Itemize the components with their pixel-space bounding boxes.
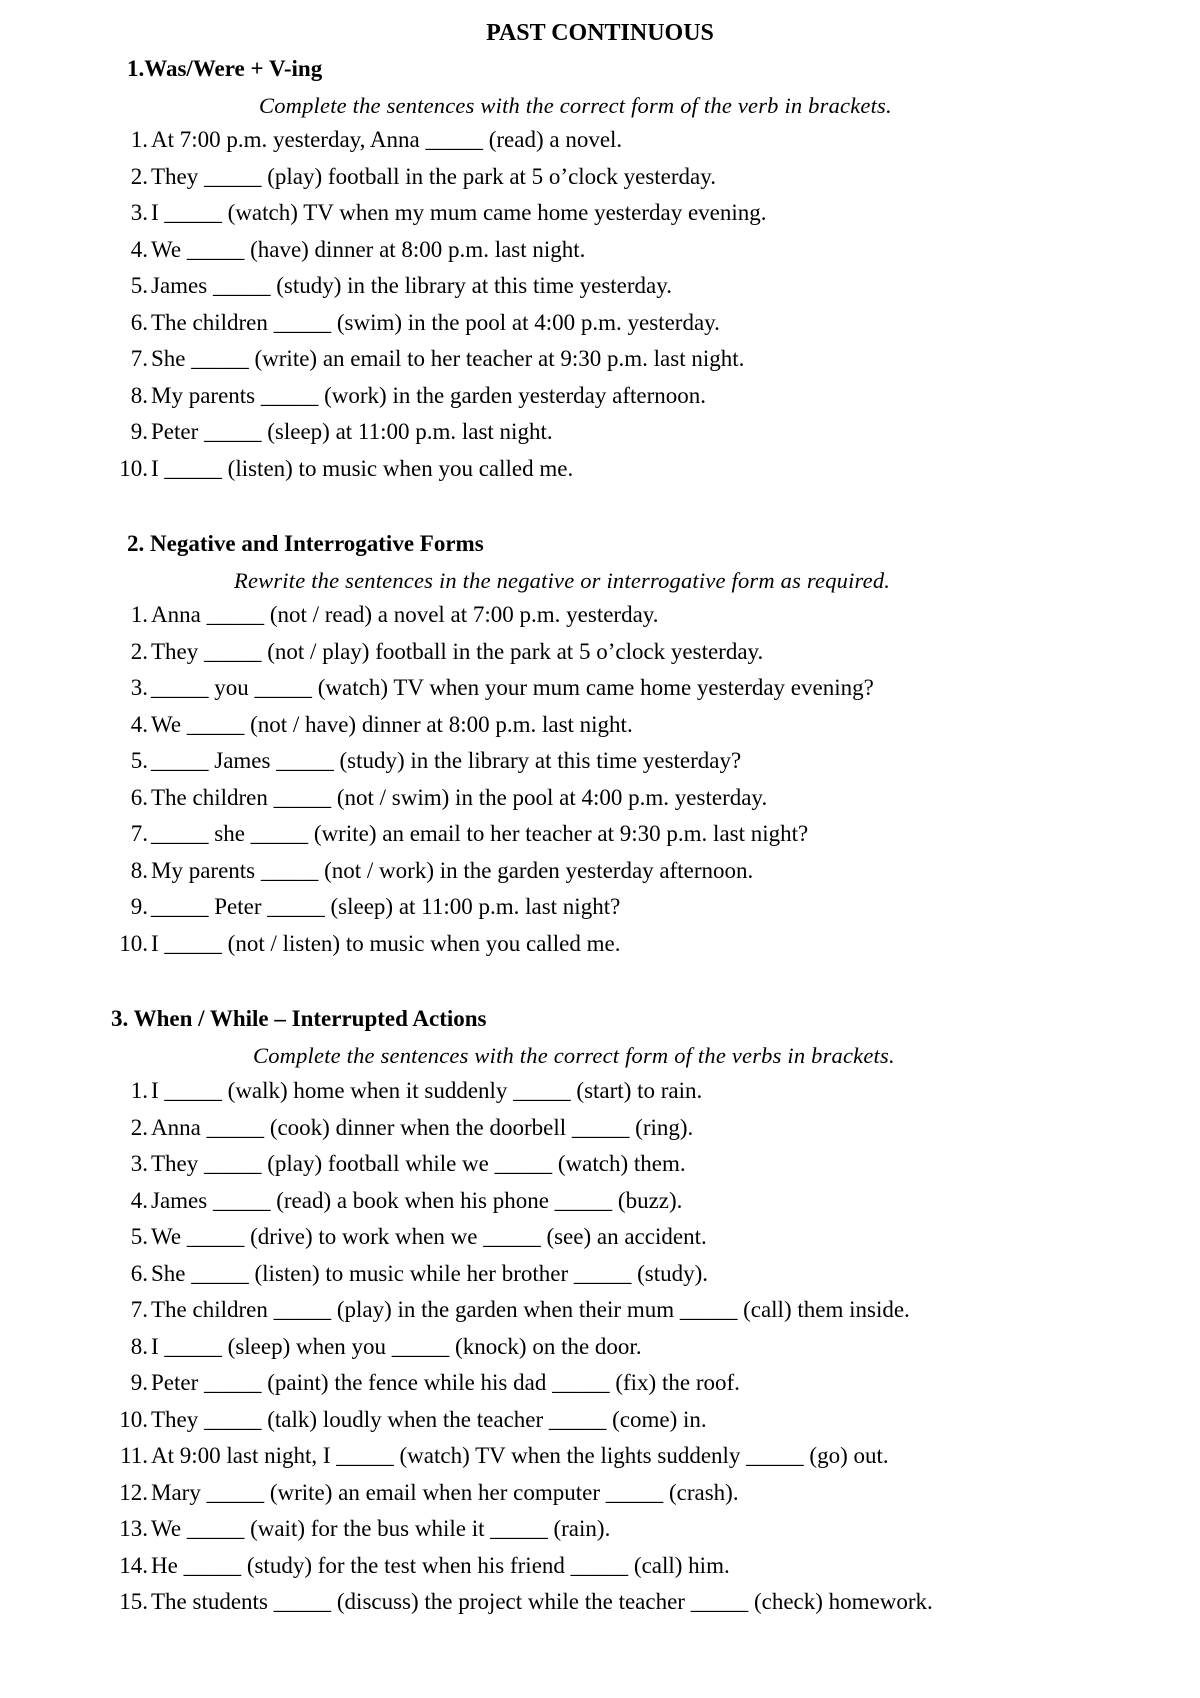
item-text: The children _____ (not / swim) in the pool at 4:00 p.m. yesterday. xyxy=(151,784,768,810)
exercise-item xyxy=(0,1113,1200,1150)
item-text: At 7:00 p.m. yesterday, Anna _____ (read) a novel. xyxy=(151,127,623,152)
item-number: 6. xyxy=(130,1260,148,1286)
exercise-item xyxy=(0,308,1200,345)
exercise-item xyxy=(0,162,1200,199)
item-text: I _____ (sleep) when you _____ (knock) on the door. xyxy=(151,1333,642,1359)
item-number: 5. xyxy=(130,748,148,773)
exercise-item xyxy=(0,1514,1200,1551)
item-text: Peter _____ (paint) the fence while his dad _____ (fix) the roof. xyxy=(151,1370,740,1395)
exercise-item xyxy=(0,710,1200,747)
exercise-item xyxy=(0,198,1200,235)
item-text: Mary _____ (write) an email when her computer _____ (crash). xyxy=(151,1479,739,1505)
item-number: 3. xyxy=(130,675,148,700)
exercise-list xyxy=(0,125,1200,490)
item-text: Anna _____ (cook) dinner when the doorbell _____ (ring). xyxy=(151,1114,694,1140)
item-text: I _____ (not / listen) to music when you called me. xyxy=(151,930,621,956)
item-number: 5. xyxy=(130,273,148,298)
exercise-item xyxy=(0,746,1200,783)
item-number: 8. xyxy=(130,382,148,408)
item-number: 14. xyxy=(119,1552,148,1578)
item-number: 1. xyxy=(130,1078,148,1103)
section-heading: 2. Negative and Interrogative Forms xyxy=(127,531,484,556)
item-number: 1. xyxy=(130,127,148,152)
item-number: 4. xyxy=(130,711,148,737)
item-number: 2. xyxy=(130,638,148,664)
item-text: Anna _____ (not / read) a novel at 7:00 p.m. yesterday. xyxy=(151,602,659,627)
item-number: 1. xyxy=(130,602,148,627)
item-text: She _____ (write) an email to her teacher at 9:30 p.m. last night. xyxy=(151,346,745,371)
section-heading: 1.Was/Were + V-ing xyxy=(127,56,323,81)
item-text: We _____ (have) dinner at 8:00 p.m. last night. xyxy=(151,236,586,262)
exercise-item xyxy=(0,783,1200,820)
item-number: 6. xyxy=(130,784,148,810)
item-number: 9. xyxy=(130,419,148,444)
item-text: The children _____ (swim) in the pool at 4:00 p.m. yesterday. xyxy=(151,309,720,335)
exercise-item xyxy=(0,600,1200,637)
exercise-item xyxy=(0,1149,1200,1186)
exercise-item xyxy=(0,1551,1200,1588)
item-text: Peter _____ (sleep) at 11:00 p.m. last night. xyxy=(151,419,553,444)
item-text: We _____ (wait) for the bus while it _____ (rain). xyxy=(151,1516,611,1541)
exercise-list xyxy=(0,1076,1200,1624)
item-number: 7. xyxy=(130,821,148,846)
item-number: 2. xyxy=(130,163,148,189)
item-text: They _____ (play) football in the park at 5 o’clock yesterday. xyxy=(151,163,717,189)
exercise-item xyxy=(0,454,1200,491)
exercise-item xyxy=(0,1478,1200,1515)
item-text: They _____ (talk) loudly when the teacher _____ (come) in. xyxy=(151,1406,707,1432)
exercise-item xyxy=(0,235,1200,272)
item-number: 9. xyxy=(130,1370,148,1395)
item-text: We _____ (not / have) dinner at 8:00 p.m. last night. xyxy=(151,711,633,737)
item-text: My parents _____ (work) in the garden yesterday afternoon. xyxy=(151,382,707,408)
item-text: _____ Peter _____ (sleep) at 11:00 p.m. last night? xyxy=(151,894,621,919)
item-number: 7. xyxy=(130,1297,148,1322)
item-number: 6. xyxy=(130,309,148,335)
exercise-item xyxy=(0,1368,1200,1405)
item-number: 11. xyxy=(120,1443,148,1468)
item-text: I _____ (watch) TV when my mum came home yesterday evening. xyxy=(151,200,767,225)
item-number: 10. xyxy=(119,455,148,481)
exercise-item xyxy=(0,1222,1200,1259)
item-text: _____ she _____ (write) an email to her teacher at 9:30 p.m. last night? xyxy=(151,821,809,846)
item-number: 13. xyxy=(119,1516,148,1541)
exercise-item xyxy=(0,1186,1200,1223)
section-instruction: Rewrite the sentences in the negative or interrogative form as required. xyxy=(234,568,891,593)
item-text: _____ James _____ (study) in the library at this time yesterday? xyxy=(151,748,742,773)
item-text: James _____ (study) in the library at this time yesterday. xyxy=(151,273,673,298)
item-text: The students _____ (discuss) the project while the teacher _____ (check) homework. xyxy=(151,1589,933,1614)
exercise-item xyxy=(0,1259,1200,1296)
exercise-item xyxy=(0,1295,1200,1332)
exercise-item xyxy=(0,1076,1200,1113)
item-number: 4. xyxy=(130,236,148,262)
item-text: My parents _____ (not / work) in the garden yesterday afternoon. xyxy=(151,857,754,883)
item-number: 10. xyxy=(119,1406,148,1432)
item-text: At 9:00 last night, I _____ (watch) TV when the lights suddenly _____ (go) out. xyxy=(151,1443,889,1468)
item-number: 3. xyxy=(130,200,148,225)
item-number: 8. xyxy=(130,1333,148,1359)
exercise-item xyxy=(0,856,1200,893)
page-title: PAST CONTINUOUS xyxy=(486,20,714,46)
exercise-item xyxy=(0,819,1200,856)
exercise-item xyxy=(0,1405,1200,1442)
item-text: _____ you _____ (watch) TV when your mum came home yesterday evening? xyxy=(151,675,874,700)
exercise-item xyxy=(0,1587,1200,1624)
item-number: 2. xyxy=(130,1114,148,1140)
exercise-item xyxy=(0,1441,1200,1478)
section-instruction: Complete the sentences with the correct form of the verb in brackets. xyxy=(259,93,892,118)
exercise-item xyxy=(0,417,1200,454)
exercise-item xyxy=(0,637,1200,674)
item-number: 12. xyxy=(119,1479,148,1505)
item-text: I _____ (listen) to music when you called me. xyxy=(151,455,574,481)
item-number: 15. xyxy=(119,1589,148,1614)
exercise-item xyxy=(0,673,1200,710)
exercise-item xyxy=(0,381,1200,418)
exercise-item xyxy=(0,892,1200,929)
exercise-item xyxy=(0,929,1200,966)
item-number: 10. xyxy=(119,930,148,956)
item-number: 5. xyxy=(130,1224,148,1249)
item-text: They _____ (play) football while we _____ (watch) them. xyxy=(151,1151,686,1176)
item-number: 9. xyxy=(130,894,148,919)
item-text: James _____ (read) a book when his phone _____ (buzz). xyxy=(151,1187,683,1213)
item-number: 8. xyxy=(130,857,148,883)
exercise-item xyxy=(0,344,1200,381)
item-text: We _____ (drive) to work when we _____ (see) an accident. xyxy=(151,1224,707,1249)
item-number: 3. xyxy=(130,1151,148,1176)
exercise-item xyxy=(0,1332,1200,1369)
item-number: 7. xyxy=(130,346,148,371)
item-number: 4. xyxy=(130,1187,148,1213)
exercise-item xyxy=(0,125,1200,162)
item-text: I _____ (walk) home when it suddenly _____ (start) to rain. xyxy=(151,1078,703,1103)
section-heading: 3. When / While – Interrupted Actions xyxy=(111,1006,487,1031)
item-text: They _____ (not / play) football in the park at 5 o’clock yesterday. xyxy=(151,638,764,664)
item-text: The children _____ (play) in the garden when their mum _____ (call) them inside. xyxy=(151,1297,910,1322)
item-text: He _____ (study) for the test when his friend _____ (call) him. xyxy=(151,1552,730,1578)
item-text: She _____ (listen) to music while her brother _____ (study). xyxy=(151,1260,709,1286)
exercise-list xyxy=(0,600,1200,965)
exercise-item xyxy=(0,271,1200,308)
section-instruction: Complete the sentences with the correct form of the verbs in brackets. xyxy=(253,1043,895,1068)
